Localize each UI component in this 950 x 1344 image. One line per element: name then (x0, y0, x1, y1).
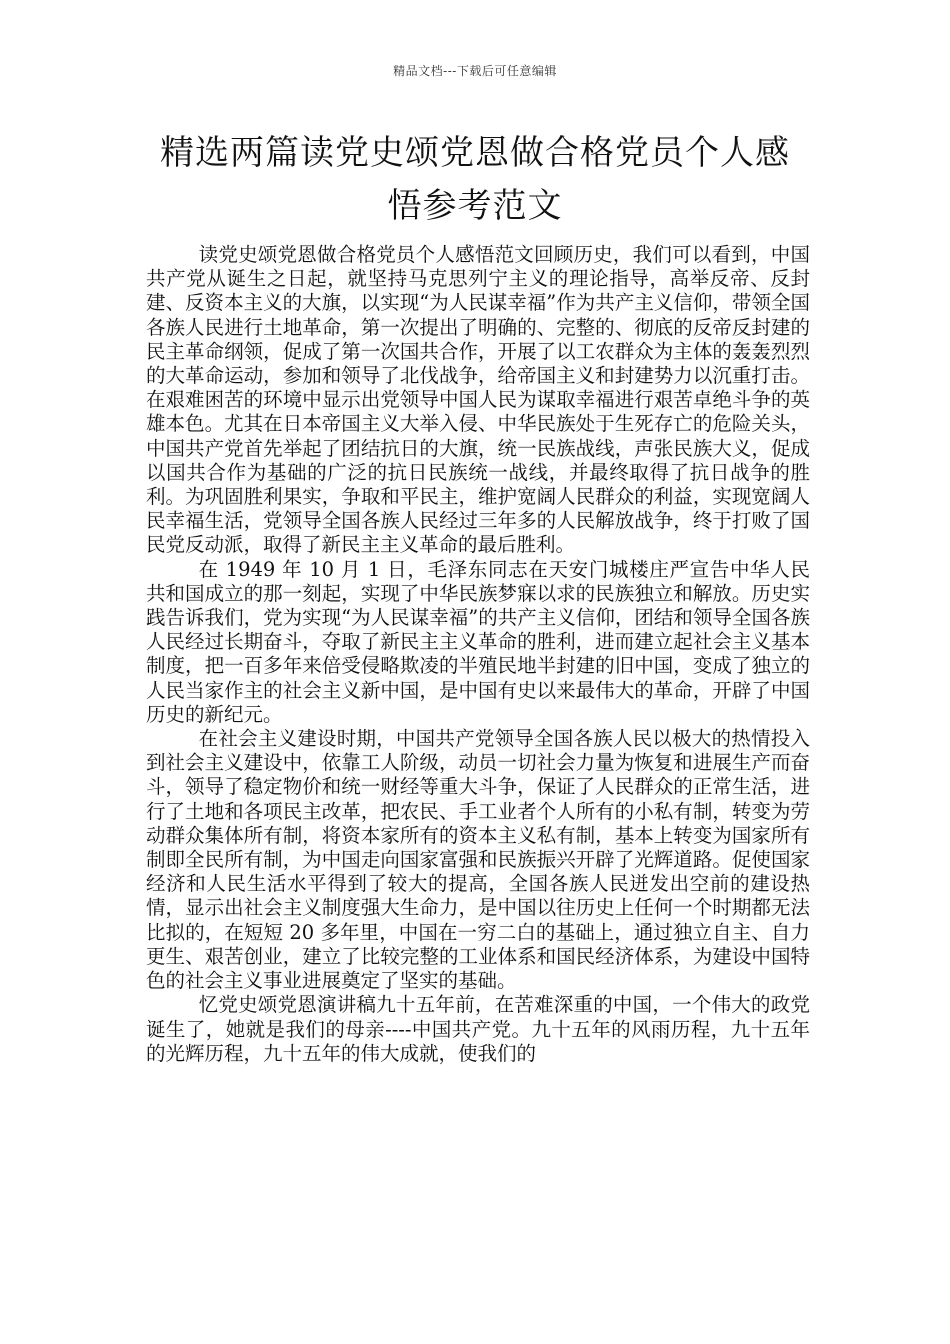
body-paragraph-4: 忆党史颂党恩演讲稿九十五年前，在苦难深重的中国，一个伟大的政党诞生了，她就是我们的母亲----中国共产党。九十五年的风雨历程，九十五年的光辉历程，九十五年的伟大成就，使我们的 (146, 993, 810, 1065)
document-title (120, 127, 830, 233)
body-paragraph-2: 在 1949 年 10 月 1 日，毛泽东同志在天安门城楼庄严宣告中华人民共和国成立的那一刻起，实现了中华民族梦寐以求的民族独立和解放。历史实践告诉我们，党为实现“为人民谋幸福”的共产主义信仰，团结和领导全国各族人民经过长期奋斗，夺取了新民主主义革命的胜利，进而建立起社会主义基本制度，把一百多年来倍受侵略欺凌的半殖民地半封建的旧中国，变成了独立的人民当家作主的社会主义新中国，是中国有史以来最伟大的革命，开辟了中国历史的新纪元。 (146, 557, 810, 726)
body-paragraph-3: 在社会主义建设时期，中国共产党领导全国各族人民以极大的热情投入到社会主义建设中，依靠工人阶级，动员一切社会力量为恢复和进展生产而奋斗，领导了稳定物价和统一财经等重大斗争，保证了人民群众的正常生活，进行了土地和各项民主改革，把农民、手工业者个人所有的小私有制，转变为劳动群众集体所有制，将资本家所有的资本主义私有制，基本上转变为国家所有制即全民所有制，为中国走向国家富强和民族振兴开辟了光辉道路。促使国家经济和人民生活水平得到了较大的提高，全国各族人民迸发出空前的建设热情，显示出社会主义制度强大生命力，是中国以往历史上任何一个时期都无法比拟的，在短短 20 多年里，中国在一穷二白的基础上，通过独立自主、自力更生、艰苦创业，建立了比较完整的工业体系和国民经济体系，为建设中国特色的社会主义事业进展奠定了坚实的基础。 (146, 727, 810, 993)
page-header-note: 精品文档---下载后可任意编辑 (393, 64, 557, 78)
document-title-line-1: 精选两篇读党史颂党恩做合格党员个人感 (160, 133, 790, 173)
document-title-line-2: 悟参考范文 (387, 186, 563, 226)
body-paragraph-1: 读党史颂党恩做合格党员个人感悟范文回顾历史，我们可以看到，中国共产党从诞生之日起，就坚持马克思列宁主义的理论指导，高举反帝、反封建、反资本主义的大旗，以实现“为人民谋幸福”作为共产主义信仰，带领全国各族人民进行土地革命，第一次提出了明确的、完整的、彻底的反帝反封建的民主革命纲领，促成了第一次国共合作，开展了以工农群众为主体的轰轰烈烈的大革命运动，参加和领导了北伐战争，给帝国主义和封建势力以沉重打击。在艰难困苦的环境中显示出党领导中国人民为谋取幸福进行艰苦卓绝斗争的英雄本色。尤其在日本帝国主义大举入侵、中华民族处于生死存亡的危险关头，中国共产党首先举起了团结抗日的大旗，统一民族战线，声张民族大义，促成以国共合作为基础的广泛的抗日民族统一战线，并最终取得了抗日战争的胜利。为巩固胜利果实，争取和平民主，维护宽阔人民群众的利益，实现宽阔人民幸福生活，党领导全国各族人民经过三年多的人民解放战争，终于打败了国民党反动派，取得了新民主主义革命的最后胜利。 (146, 243, 810, 557)
document-body (146, 243, 810, 1066)
